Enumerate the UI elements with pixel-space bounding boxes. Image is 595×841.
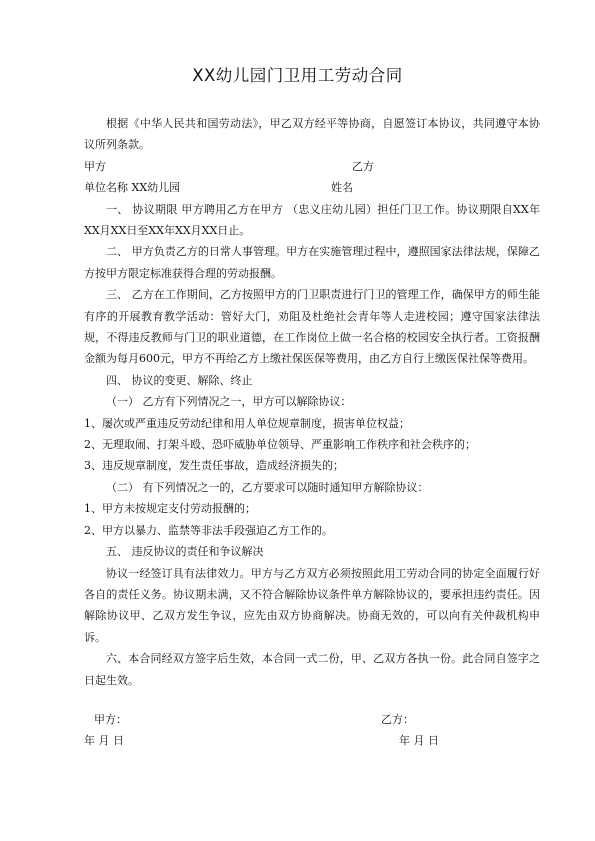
date-party-b: 年 月 日 [399, 734, 439, 748]
date-row [84, 730, 540, 751]
signature-party-a: 甲方： [94, 712, 127, 726]
clause-4-2-item-2: 2、甲方以暴力、监禁等非法手段强迫乙方工作的。 [84, 523, 333, 537]
unit-name: 单位名称 XX幼儿园 [84, 181, 181, 195]
clause-4-heading: 四、 协议的变更、解除、终止 [106, 373, 253, 387]
signature-row [84, 709, 540, 730]
signature-party-b: 乙方： [381, 712, 414, 726]
clause-5-heading: 五、 违反协议的责任和争议解决 [106, 545, 264, 559]
intro-paragraph: 根据《中华人民共和国劳动法》，甲乙双方经平等协商，自愿签订本协议，共同遵守本协议所列条款。 [84, 117, 540, 152]
document-body [84, 113, 540, 752]
unit-row [84, 177, 540, 198]
party-b-label: 乙方 [352, 159, 374, 173]
clause-4-2: （二） 有下列情况之一的，乙方要求可以随时通知甲方解除协议： [106, 480, 429, 494]
clause-4-1-item-1: 1、屡次或严重违反劳动纪律和用人单位规章制度，损害单位权益； [84, 416, 410, 430]
clause-5-body: 协议一经签订具有法律效力。甲方与乙方双方必须按照此用工劳动合同的协定全面履行好各自的责任义务。协议期未满，又不符合解除协议条件单方解除协议的，要承担违约责任。因解除协议甲、乙双方发生争议，应先由双方协商解决。协商无效的，可以向有关仲裁机构申诉。 [84, 566, 540, 644]
clause-1: 一、 协议期限 甲方聘用乙方在甲方 （忠义庄幼儿园）担任门卫工作。协议期限自XX年 XX月XX日至XX年XX月XX日止。 [84, 202, 540, 237]
party-a-label: 甲方 [84, 159, 106, 173]
spacer [84, 691, 540, 709]
clause-4-1-item-3: 3、违反规章制度，发生责任事故，造成经济损失的； [84, 459, 344, 473]
clause-4-1: （一） 乙方有下列情况之一，甲方可以解除协议： [106, 395, 352, 409]
clause-4-2-item-1: 1、甲方未按规定支付劳动报酬的； [84, 502, 256, 516]
clause-2: 二、 甲方负责乙方的日常人事管理。甲方在实施管理过程中，遵照国家法律法规，保障乙方按甲方限定标准获得合理的劳动报酬。 [84, 245, 540, 280]
parties-row [84, 156, 540, 177]
clause-4-1-item-2: 2、无理取闹、打架斗殴、恐吓威胁单位领导、严重影响工作秩序和社会秩序的； [84, 438, 476, 452]
name-label: 姓名 [331, 181, 353, 195]
clause-6: 六、本合同经双方签字后生效，本合同一式二份，甲、乙双方各执一份。此合同自签字之日起生效。 [84, 652, 540, 687]
date-party-a: 年 月 日 [84, 734, 124, 748]
document-title: XX幼儿园门卫用工劳动合同 [192, 66, 403, 85]
clause-3: 三、 乙方在工作期间，乙方按照甲方的门卫职责进行门卫的管理工作，确保甲方的师生能有序的开展教育教学活动：管好大门，劝阻及杜绝社会青年等人走进校园；遵守国家法律法规，不得违反教师与门卫的职业道德，在工作岗位上做一名合格的校园安全执行者。工资报酬金额为每月600元，甲方不再给乙方上缴社保医保等费用，由乙方自行上缴医保社保等费用。 [84, 288, 540, 366]
